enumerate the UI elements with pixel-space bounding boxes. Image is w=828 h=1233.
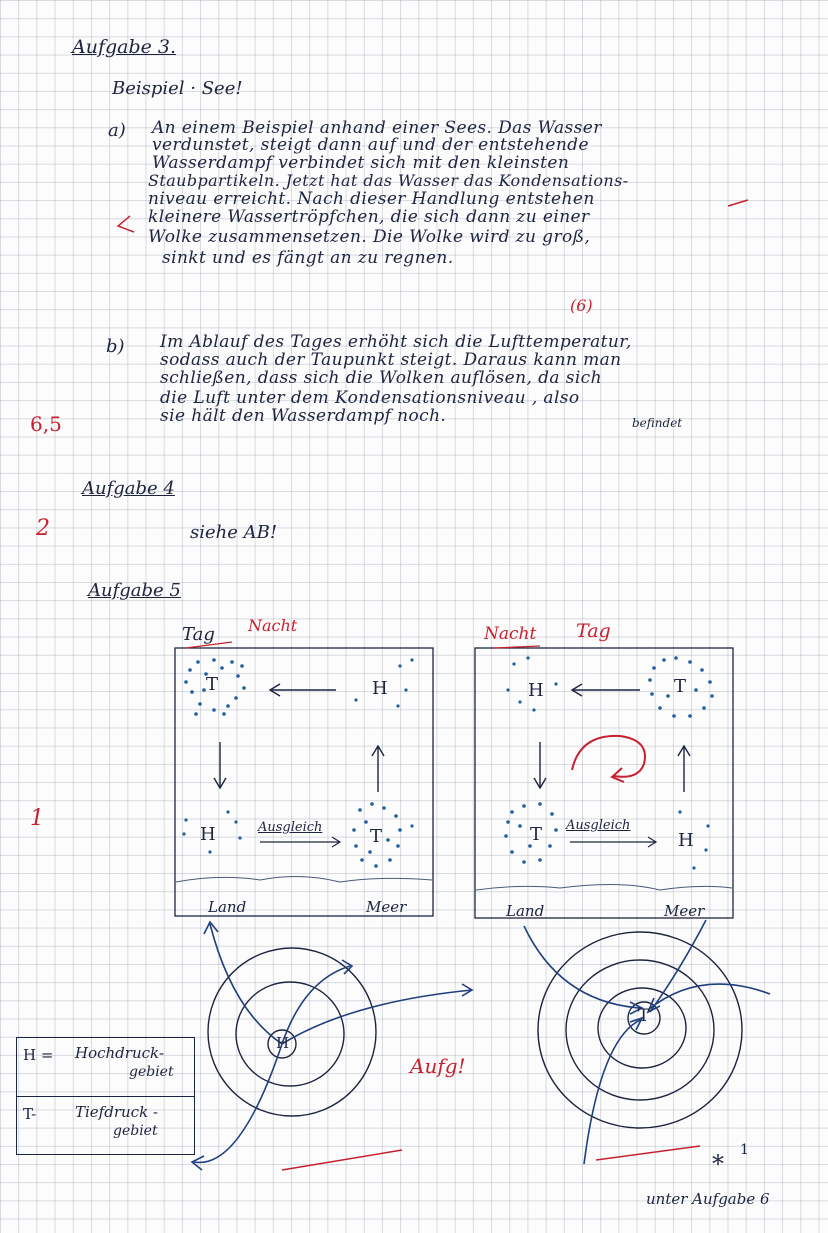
left-bottom-right-letter: T: [370, 826, 383, 847]
part-b-line: die Luft unter dem Kondensationsniveau , also: [160, 388, 580, 408]
left-ground-line: [176, 876, 432, 882]
right-red-underline: [596, 1146, 700, 1160]
legend-row-t: [17, 1096, 194, 1153]
left-cyclone-center: H: [276, 1034, 290, 1052]
left-sea-label: Meer: [366, 898, 407, 916]
legend-box: [16, 1037, 195, 1155]
part-a-line: An einem Beispiel anhand einer Sees. Das Wasser: [152, 118, 602, 138]
left-red-underline: [282, 1150, 402, 1170]
legend-h-key: H =: [23, 1046, 54, 1064]
left-cyclone: [208, 948, 376, 1116]
heading-aufgabe-3: Aufgabe 3.: [72, 36, 177, 58]
part-a-line: Staubpartikeln. Jetzt hat das Wasser das Kondensations-: [148, 171, 629, 190]
left-label-day: Tag: [182, 624, 215, 645]
legend-h-text: Hochdruck-: [75, 1044, 164, 1062]
red-note: Aufg!: [410, 1054, 466, 1078]
margin-score-1: 6,5: [30, 412, 62, 436]
part-b-line: schließen, dass sich die Wolken auflösen, da sich: [160, 368, 602, 388]
left-balance-label: Ausgleich: [258, 820, 323, 835]
right-cyclone-center: T: [638, 1006, 650, 1026]
left-label-night: Nacht: [248, 616, 298, 635]
right-red-loop: [572, 736, 645, 777]
part-b-label: b): [106, 336, 125, 357]
part-b-line: Im Ablauf des Tages erhöht sich die Lufttemperatur,: [160, 332, 632, 352]
heading-aufgabe-4: Aufgabe 4: [82, 478, 175, 499]
left-land-label: Land: [208, 898, 247, 916]
right-diagram-box: [475, 648, 733, 918]
legend-row-h: [17, 1038, 194, 1094]
legend-t-text: Tiefdruck -: [75, 1103, 158, 1121]
part-a-line: kleinere Wassertröpfchen, die sich dann zu einer: [148, 207, 590, 227]
part-a-line: niveau erreicht. Nach dieser Handlung entstehen: [148, 189, 595, 209]
left-top-right-letter: H: [372, 678, 388, 699]
footnote-text: unter Aufgabe 6: [646, 1190, 770, 1208]
right-bottom-right-letter: H: [678, 830, 694, 851]
right-top-left-letter: H: [528, 680, 544, 701]
part-a-line: Wasserdampf verbindet sich mit den kleinsten: [152, 153, 570, 173]
left-top-left-letter: T: [206, 674, 219, 695]
right-bottom-left-letter: T: [530, 824, 543, 845]
right-sea-label: Meer: [664, 902, 705, 920]
part-b-insert: befindet: [632, 416, 683, 430]
score-a: (6): [570, 296, 593, 315]
part-a-line: Wolke zusammensetzen. Die Wolke wird zu groß,: [148, 227, 591, 247]
right-label-night: Nacht: [484, 624, 537, 644]
legend-t-text2: gebiet: [113, 1123, 158, 1139]
part-a-line: verdunstet, steigt dann auf und der entstehende: [152, 135, 589, 155]
right-balance-label: Ausgleich: [566, 818, 631, 833]
part-a-label: a): [108, 120, 126, 141]
part-b-line: sie hält den Wasserdampf noch.: [160, 406, 447, 426]
footnote-mark: *: [712, 1150, 724, 1178]
legend-h-text2: gebiet: [129, 1064, 174, 1080]
footnote-number: 1: [740, 1142, 749, 1158]
margin-score-2: 2: [36, 516, 50, 541]
legend-t-key: T-: [23, 1105, 37, 1123]
right-cyclone: [538, 932, 742, 1128]
part-a-line: sinkt und es fängt an zu regnen.: [162, 248, 454, 268]
heading-aufgabe-5: Aufgabe 5: [88, 580, 181, 601]
right-label-day: Tag: [576, 620, 611, 642]
right-ground-line: [476, 884, 732, 890]
left-bottom-left-letter: H: [200, 824, 216, 845]
margin-score-3: 1: [30, 806, 44, 831]
see-ab: siehe AB!: [190, 522, 278, 543]
example-line: Beispiel · See!: [112, 78, 243, 99]
right-land-label: Land: [506, 902, 545, 920]
right-top-right-letter: T: [674, 676, 687, 697]
part-b-line: sodass auch der Taupunkt steigt. Daraus kann man: [160, 350, 622, 370]
left-cyclone-flows: [192, 922, 472, 1170]
